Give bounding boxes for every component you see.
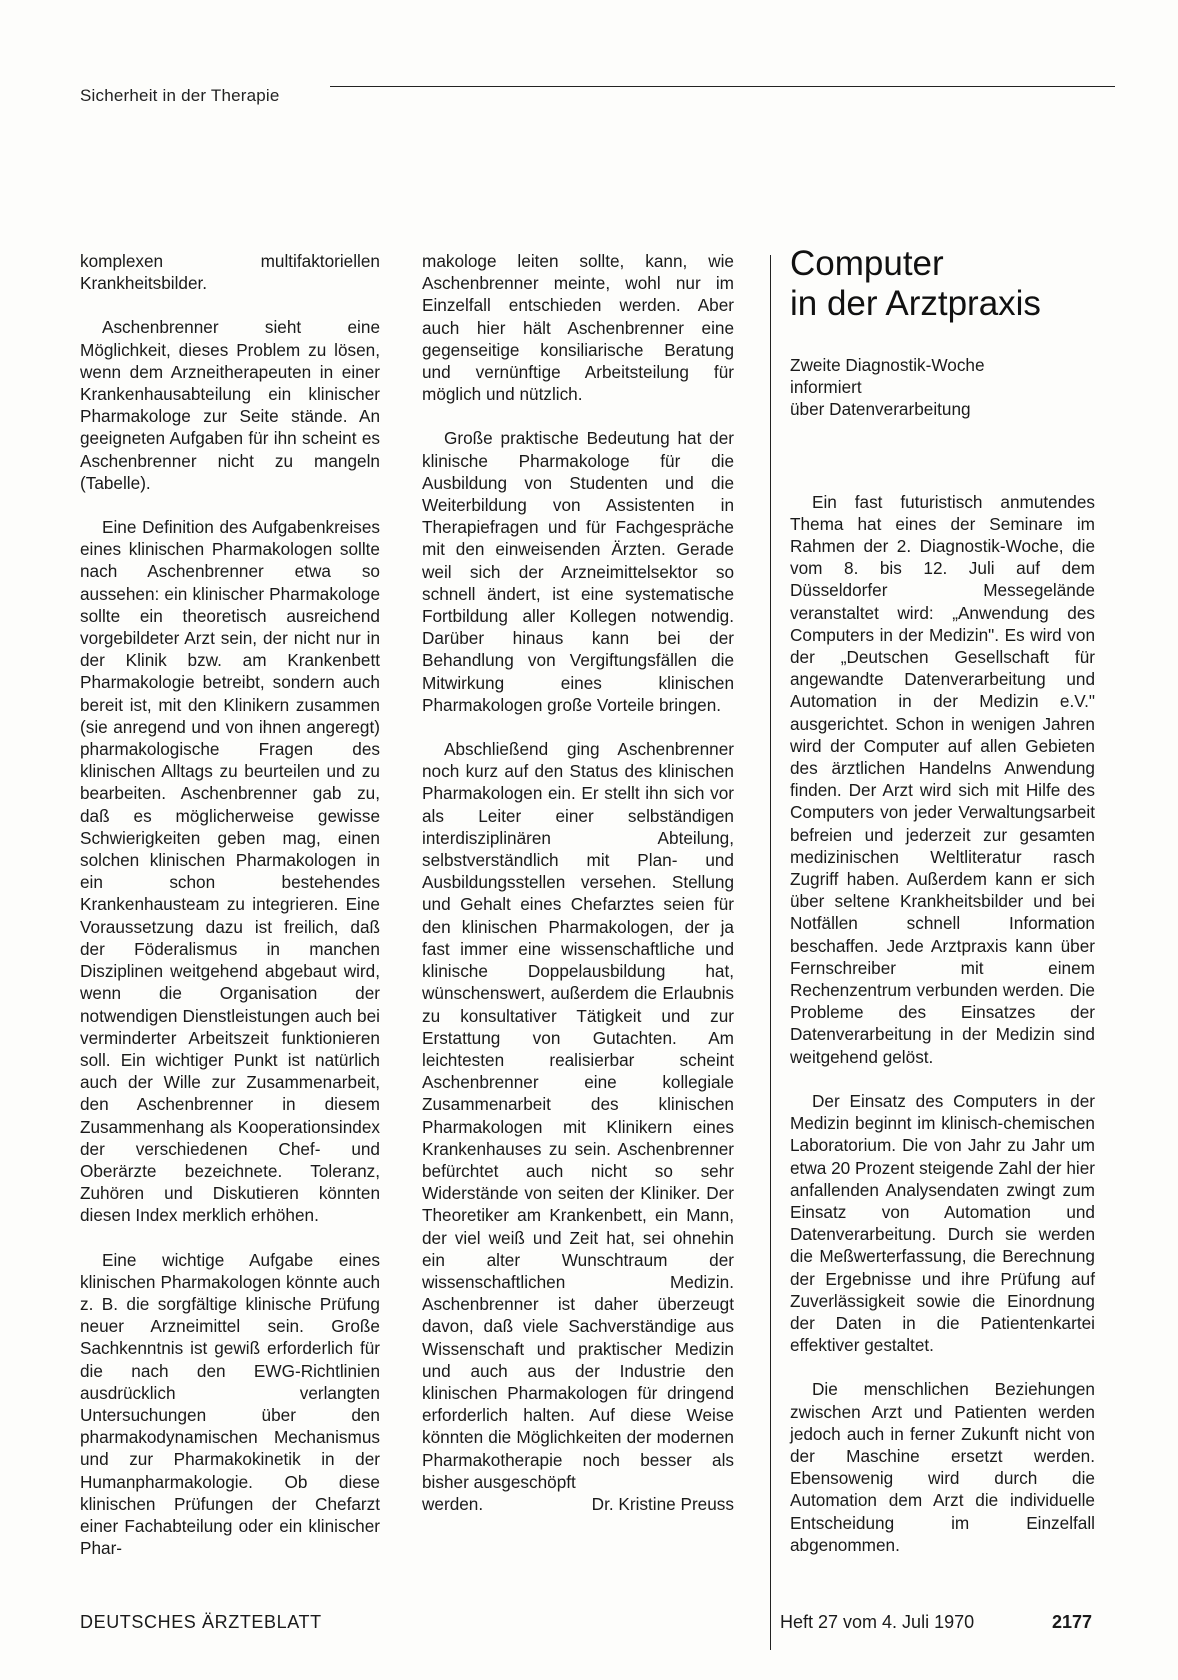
column-divider: [770, 255, 771, 1650]
issue-info: Heft 27 vom 4. Juli 1970: [780, 1612, 975, 1632]
paragraph: komplexen multifaktoriellen Krankheitsbilder.: [80, 251, 380, 294]
byline-row: [422, 1493, 734, 1515]
header-rule: [330, 86, 1115, 87]
author-name: Dr. Kristine Preuss: [591, 1493, 734, 1514]
page-number: 2177: [1052, 1612, 1093, 1632]
paragraph: Ein fast futuristisch anmutendes Thema hat eines der Seminare im Rahmen der 2. Diagnostik-Woche, die vom 8. bis 12. Juli auf dem Düsseldorfer Messegelände veranstaltet wird: „Anwendung des Computers in der Medizin". Es wird von der „Deutschen Gesellschaft für angewandte Datenverarbeitung und Automation in der Medizin e.V." ausgerichtet. Schon in wenigen Jahren wird der Computer auf allen Gebieten des ärztlichen Handelns Anwendung finden. Der Arzt wird sich mit Hilfe des Computers von jeder Verwaltungsarbeit befreien und jederzeit zur gesamten medizinischen Weltliteratur rasch Zugriff haben. Außerdem kann er sich über seltene Krankheitsbilder und bei Notfällen schnell Information beschaffen. Jede Arztpraxis kann über Fernschreiber mit einem Rechenzentrum verbunden werden. Die Probleme des Einsatzes der Datenverarbeitung in der Medizin sind weitgehend gelöst.: [790, 491, 1095, 1067]
paragraph: Eine Definition des Aufgabenkreises eines klinischen Pharmakologen sollte nach Aschenbrenner etwa so aussehen: ein klinischer Pharmakologe sollte ein theoretisch ausreichend vorgebildeter Arzt sein, der nicht nur in der Klinik bzw. am Krankenbett Pharmakologie betreibt, sondern auch bereit ist, mit den Klinikern zusammen (sie anregend und von ihnen angeregt) pharmakologische Fragen des klinischen Alltags zu beurteilen und zu bearbeiten. Aschenbrenner gab zu, daß es möglicherweise gewisse Schwierigkeiten geben mag, einen solchen klinischen Pharmakologen in ein schon bestehendes Krankenhausteam zu integrieren. Eine Voraussetzung dazu ist freilich, daß der Föderalismus in manchen Disziplinen weitgehend abgebaut wird, wenn die Organisation der notwendigen Dienstleistungen auch bei verminderter Arbeitszeit funktionieren soll. Ein wichtiger Punkt ist natürlich auch der Wille zur Zusammenarbeit, den Aschenbrenner in diesem Zusammenhang als Kooperationsindex der verschiedenen Chef- und Oberärzte bezeichnete. Toleranz, Zuhören und Diskutieren könnten diesen Index merklich erhöhen.: [80, 517, 380, 1226]
article-title: [790, 244, 1095, 324]
paragraph: makologe leiten sollte, kann, wie Aschenbrenner meinte, wohl nur im Einzelfall entschieden werden. Aber auch hier hält Aschenbrenner eine gegenseitige konsiliarische Beratung und vernünftige Arbeitsteilung für möglich und nützlich.: [422, 251, 734, 405]
subtitle-line: Zweite Diagnostik-Woche: [790, 355, 985, 375]
article-subtitle: [790, 354, 1095, 421]
publication-name: DEUTSCHES ÄRZTEBLATT: [80, 1612, 322, 1632]
paragraph: Große praktische Bedeutung hat der klinische Pharmakologe für die Ausbildung von Studenten und die Weiterbildung von Assistenten in Therapiefragen und für Fachgespräche mit den einweisenden Ärzten. Gerade weil sich der Arzneimittelsektor so schnell ändert, ist eine systematische Fortbildung aller Kollegen notwendig. Darüber hinaus kann bei der Behandlung von Vergiftungsfällen die Mitwirkung eines klinischen Pharmakologen große Vorteile bringen.: [422, 428, 734, 715]
column-2: [422, 250, 734, 1515]
column-3: [790, 244, 1095, 1578]
paragraph: Eine wichtige Aufgabe eines klinischen Pharmakologen könnte auch z. B. die sorgfältige klinische Prüfung neuer Arzneimittel sein. Große Sachkenntnis ist gewiß erforderlich für die nach den EWG-Richtlinien ausdrücklich verlangten Untersuchungen über den pharmakodynamischen Mechanismus und zur Pharmakokinetik in der Humanpharmakologie. Ob diese klinischen Prüfungen der Chefarzt einer Fachabteilung oder ein klinischer Phar-: [80, 1249, 380, 1559]
subtitle-line: informiert: [790, 377, 862, 398]
column-1: [80, 250, 380, 1581]
paragraph: Der Einsatz des Computers in der Medizin beginnt im klinisch-chemischen Laboratorium. Die von Jahr zu Jahr um etwa 20 Prozent steigende Zahl der hier anfallenden Analysendaten zwingt zum Einsatz von Automation und Datenverarbeitung. Durch sie werden die Meßwerterfassung, die Berechnung der Ergebnisse und ihre Prüfung auf Zuverlässigkeit sowie die Einordnung der Daten in die Patientenkartei effektiver gestaltet.: [790, 1090, 1095, 1356]
title-line: Computer: [790, 244, 944, 283]
subtitle-line: über Datenverarbeitung: [790, 399, 971, 420]
paragraph: Die menschlichen Beziehungen zwischen Arzt und Patienten werden jedoch auch in ferner Zukunft nicht von der Maschine ersetzt werden. Ebensowenig wird durch die Automation dem Arzt die individuelle Entscheidung im Einzelfall abgenommen.: [790, 1379, 1095, 1555]
paragraph: Abschließend ging Aschenbrenner noch kurz auf den Status des klinischen Pharmakologen ein. Er stellt ihn sich vor als Leiter einer selbständigen interdisziplinären Abteilung, selbstverständlich mit Plan- und Ausbildungsstellen versehen. Stellung und Gehalt eines Chefarztes seien für den klinischen Pharmakologen, der ja fast immer eine wissenschaftliche und klinische Doppelausbildung hat, wünschenswert, außerdem die Erlaubnis zu konsultativer Tätigkeit und zur Erstattung von Gutachten. Am leichtesten realisierbar scheint Aschenbrenner eine kollegiale Zusammenarbeit des klinischen Pharmakologen mit Klinikern eines Krankenhauses zu sein. Aschenbrenner befürchtet auch nicht so sehr Widerstände von seiten der Kliniker. Der Theoretiker am Krankenbett, ein Mann, der viel weiß und Zeit hat, sei ohnehin ein alter Wunschtraum der wissenschaftlichen Medizin. Aschenbrenner ist daher überzeugt davon, daß viele Sachverständige aus Wissenschaft und praktischer Medizin und auch aus der Industrie den klinischen Pharmakologen für dringend erforderlich halten. Auf diese Weise könnten die Möglichkeiten der modernen Pharmakotherapie noch besser als bisher ausgeschöpft: [422, 739, 734, 1492]
title-line: in der Arztpraxis: [790, 284, 1041, 323]
running-header-label: Sicherheit in der Therapie: [80, 86, 280, 105]
closing-word: werden.: [422, 1493, 484, 1514]
paragraph: Aschenbrenner sieht eine Möglichkeit, dieses Problem zu lösen, wenn dem Arzneitherapeuten in einer Krankenhausabteilung ein klinischer Pharmakologe zur Seite stände. An geeigneten Aufgaben für ihn scheint es Aschenbrenner nicht zu mangeln (Tabelle).: [80, 317, 380, 493]
